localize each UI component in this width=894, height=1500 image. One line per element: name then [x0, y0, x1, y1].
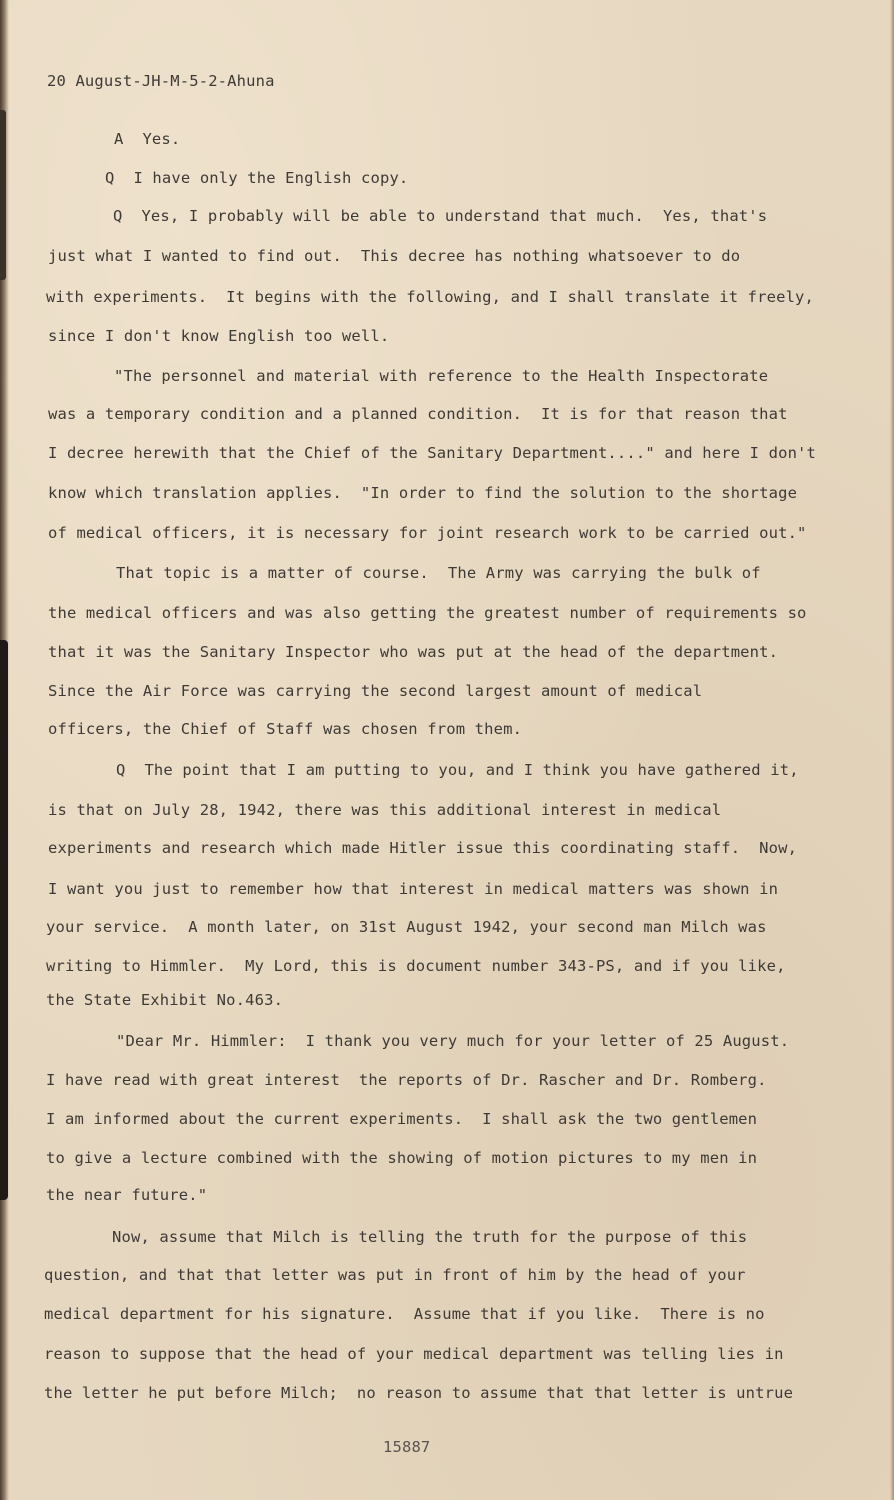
text-line-11: of medical officers, it is necessary for joint research work to be carried out." — [48, 524, 807, 542]
text-line-21: your service. A month later, on 31st August 1942, your second man Milch was — [46, 918, 767, 936]
text-line-16: officers, the Chief of Staff was chosen from them. — [48, 720, 523, 738]
text-line-31: medical department for his signature. Assume that if you like. There is no — [44, 1305, 765, 1323]
text-line-8: was a temporary condition and a planned condition. It is for that reason that — [48, 405, 788, 423]
text-line-33: the letter he put before Milch; no reason to assume that that letter is untrue — [44, 1384, 794, 1402]
text-line-7: "The personnel and material with reference to the Health Inspectorate — [114, 367, 769, 385]
text-line-9: I decree herewith that the Chief of the Sanitary Department...." and here I don't — [48, 444, 817, 462]
text-line-27: to give a lecture combined with the showing of motion pictures to my men in — [46, 1149, 758, 1167]
text-line-29: Now, assume that Milch is telling the truth for the purpose of this — [112, 1228, 748, 1246]
text-line-32: reason to suppose that the head of your medical department was telling lies in — [44, 1345, 784, 1363]
text-line-5: with experiments. It begins with the following, and I shall translate it freely, — [46, 288, 815, 306]
text-line-18: is that on July 28, 1942, there was this additional interest in medical — [48, 801, 722, 819]
text-line-2: Q I have only the English copy. — [105, 169, 409, 187]
text-line-12: That topic is a matter of course. The Army was carrying the bulk of — [116, 564, 761, 582]
text-line-19: experiments and research which made Hitler issue this coordinating staff. Now, — [48, 839, 798, 857]
text-line-24: "Dear Mr. Himmler: I thank you very much for your letter of 25 August. — [116, 1032, 790, 1050]
text-line-22: writing to Himmler. My Lord, this is document number 343-PS, and if you like, — [46, 957, 786, 975]
text-line-1: A Yes. — [114, 130, 181, 148]
text-line-15: Since the Air Force was carrying the second largest amount of medical — [48, 682, 703, 700]
page-number: 15887 — [383, 1438, 431, 1456]
text-line-30: question, and that that letter was put in front of him by the head of your — [44, 1266, 746, 1284]
text-line-3: Q Yes, I probably will be able to understand that much. Yes, that's — [113, 207, 768, 225]
page-right-edge — [890, 0, 894, 1500]
text-line-17: Q The point that I am putting to you, and I think you have gathered it, — [116, 761, 799, 779]
text-line-10: know which translation applies. "In order to find the solution to the shortage — [48, 484, 798, 502]
text-line-6: since I don't know English too well. — [48, 327, 390, 345]
text-line-28: the near future." — [46, 1186, 208, 1204]
text-line-13: the medical officers and was also getting the greatest number of requirements so — [48, 604, 807, 622]
page-edge-shadow-top — [0, 110, 6, 280]
page-edge-shadow — [0, 640, 8, 1200]
text-line-4: just what I wanted to find out. This decree has nothing whatsoever to do — [48, 247, 741, 265]
text-line-26: I am informed about the current experiments. I shall ask the two gentlemen — [46, 1110, 758, 1128]
text-line-25: I have read with great interest the reports of Dr. Rascher and Dr. Romberg. — [46, 1071, 767, 1089]
text-line-20: I want you just to remember how that interest in medical matters was shown in — [48, 880, 779, 898]
text-line-23: the State Exhibit No.463. — [46, 991, 284, 1009]
page-header: 20 August-JH-M-5-2-Ahuna — [47, 72, 275, 90]
text-line-14: that it was the Sanitary Inspector who was put at the head of the department. — [48, 643, 779, 661]
